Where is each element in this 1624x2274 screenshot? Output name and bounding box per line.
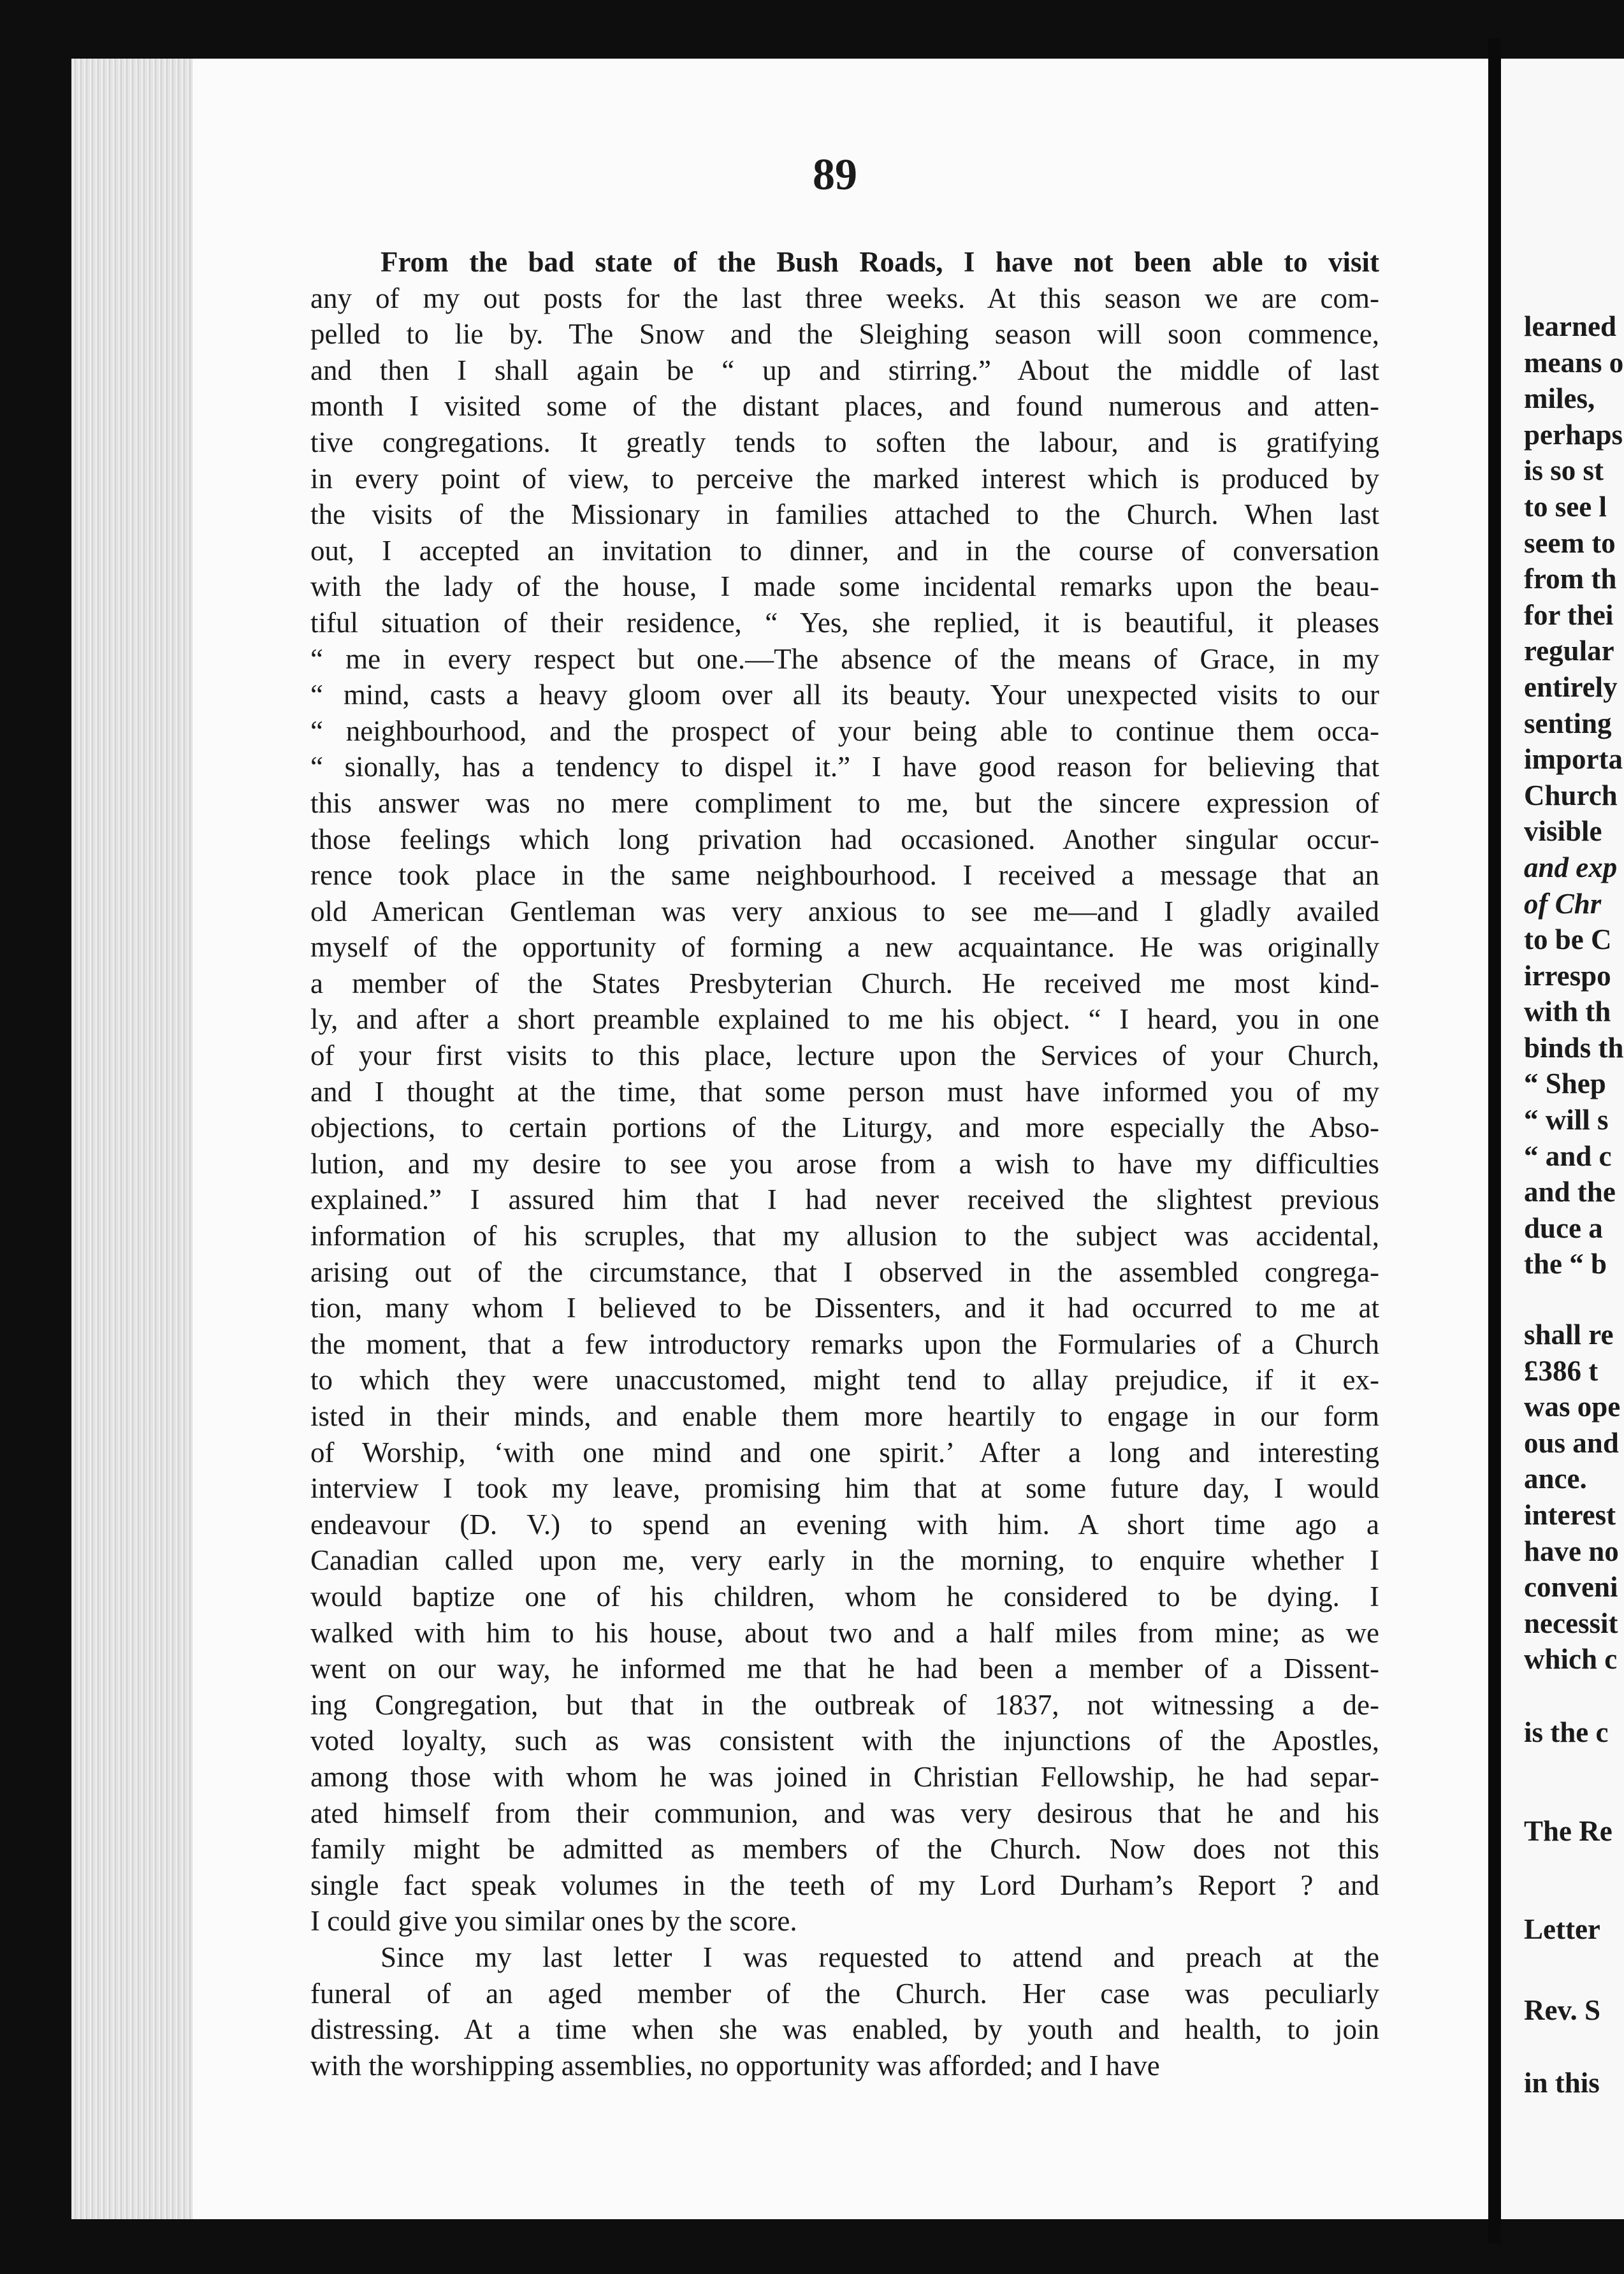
facing-page-line: miles, <box>1524 382 1595 415</box>
text-line: among those with whom he was joined in Christian Fellowship, he had separ- <box>310 1760 1379 1793</box>
text-line: walked with him to his house, about two and a half miles from mine; as we <box>310 1616 1379 1649</box>
facing-page-line: was ope <box>1524 1391 1621 1423</box>
facing-page-line: ous and <box>1524 1426 1619 1459</box>
text-line: rence took place in the same neighbourhood. I received a message that an <box>310 859 1379 892</box>
facing-page-line: in this <box>1524 2067 1600 2099</box>
facing-page-line: “ will s <box>1524 1104 1609 1136</box>
facing-page-text <box>1524 308 1624 2101</box>
text-line: single fact speak volumes in the teeth of my Lord Durham’s Report ? and <box>310 1869 1379 1901</box>
text-line: and then I shall again be “ up and stirring.” About the middle of last <box>310 354 1379 386</box>
text-line: to which they were unaccustomed, might tend to allay prejudice, if it ex- <box>310 1364 1379 1396</box>
page-number: 89 <box>813 150 857 199</box>
text-line: this answer was no mere compliment to me, but the sincere expression of <box>310 786 1379 819</box>
text-line: explained.” I assured him that I had never received the slightest previous <box>310 1184 1379 1216</box>
text-line: pelled to lie by. The Snow and the Sleighing season will soon commence, <box>310 318 1379 351</box>
facing-page-line: have no <box>1524 1535 1619 1567</box>
facing-page-line: interest <box>1524 1499 1616 1531</box>
facing-page-line: of Chr <box>1524 887 1602 920</box>
facing-page-line: “ Shep <box>1524 1068 1606 1100</box>
text-line: From the bad state of the Bush Roads, I have not been able to visit <box>381 246 1379 278</box>
text-line: the visits of the Missionary in families attached to the Church. When last <box>310 498 1379 531</box>
text-line: of your first visits to this place, lecture upon the Services of your Church, <box>310 1039 1379 1072</box>
facing-page-line: perhaps <box>1524 418 1623 451</box>
facing-page-line: means o <box>1524 346 1624 379</box>
text-line: funeral of an aged member of the Church. Her case was peculiarly <box>310 1977 1379 2010</box>
facing-page-line: and the <box>1524 1176 1616 1208</box>
text-line: “ mind, casts a heavy gloom over all its beauty. Your unexpected visits to our <box>310 679 1379 711</box>
facing-page-line: for thei <box>1524 598 1614 631</box>
facing-page-line: importa <box>1524 743 1623 776</box>
facing-page-line: Rev. S <box>1524 1994 1601 2026</box>
facing-page-line: is the c <box>1524 1716 1609 1748</box>
facing-page-line: entirely <box>1524 670 1618 703</box>
text-line: lution, and my desire to see you arose from a wish to have my difficulties <box>310 1147 1379 1180</box>
facing-page-line: Letter <box>1524 1913 1600 1946</box>
book-gutter <box>1488 38 1501 2243</box>
text-line: endeavour (D. V.) to spend an evening with him. A short time ago a <box>310 1508 1379 1540</box>
text-line: would baptize one of his children, whom he considered to be dying. I <box>310 1580 1379 1612</box>
facing-page-line: irrespo <box>1524 959 1611 992</box>
text-line: arising out of the circumstance, that I observed in the assembled congrega- <box>310 1256 1379 1288</box>
text-line: I could give you similar ones by the score. <box>310 1905 797 1937</box>
text-line: “ neighbourhood, and the prospect of your being able to continue them occa- <box>310 714 1379 747</box>
text-line: those feelings which long privation had occasioned. Another singular occur- <box>310 823 1379 855</box>
text-line: ly, and after a short preamble explained to me his object. “ I heard, you in one <box>310 1003 1379 1036</box>
text-line: in every point of view, to perceive the marked interest which is produced by <box>310 462 1379 495</box>
facing-page-line: The Re <box>1524 1814 1613 1847</box>
text-line: Canadian called upon me, very early in the morning, to enquire whether I <box>310 1544 1379 1577</box>
facing-page-line: learned <box>1524 310 1616 342</box>
text-line: myself of the opportunity of forming a new acquaintance. He was originally <box>310 931 1379 964</box>
text-line: interview I took my leave, promising him that at some future day, I would <box>310 1472 1379 1505</box>
text-line: “ me in every respect but one.—The absence of the means of Grace, in my <box>310 642 1379 675</box>
text-line: a member of the States Presbyterian Church. He received me most kind- <box>310 967 1379 999</box>
facing-page-line: shall re <box>1524 1319 1614 1351</box>
page-fore-edge <box>71 59 192 2219</box>
facing-page-line: is so st <box>1524 454 1604 487</box>
facing-page-line: senting <box>1524 707 1612 739</box>
text-line: with the lady of the house, I made some incidental remarks upon the beau- <box>310 570 1379 603</box>
facing-page-line: £386 t <box>1524 1354 1599 1387</box>
facing-page-line: from th <box>1524 563 1617 595</box>
text-line: tion, many whom I believed to be Dissenters, and it had occurred to me at <box>310 1292 1379 1324</box>
facing-page-line: conveni <box>1524 1571 1618 1604</box>
text-line: any of my out posts for the last three weeks. At this season we are com- <box>310 282 1379 314</box>
facing-page-line: “ and c <box>1524 1140 1612 1172</box>
facing-page-line: to see l <box>1524 490 1607 523</box>
text-line: voted loyalty, such as was consistent with the injunctions of the Apostles, <box>310 1725 1379 1757</box>
facing-page-line: Church <box>1524 779 1618 811</box>
text-line: ing Congregation, but that in the outbreak of 1837, not witnessing a de- <box>310 1688 1379 1721</box>
facing-page-line: seem to <box>1524 526 1616 559</box>
facing-page-line: binds th <box>1524 1031 1624 1064</box>
facing-page-line: to be C <box>1524 923 1612 956</box>
text-line: with the worshipping assemblies, no opportunity was afforded; and I have <box>310 2049 1160 2082</box>
text-line: old American Gentleman was very anxious to see me—and I gladly availed <box>310 895 1379 927</box>
facing-page-line: duce a <box>1524 1212 1603 1244</box>
text-line: ated himself from their communion, and was very desirous that he and his <box>310 1797 1379 1829</box>
text-line: information of his scruples, that my allusion to the subject was accidental, <box>310 1220 1379 1252</box>
facing-page <box>1501 59 1624 2219</box>
facing-page-line: ance. <box>1524 1463 1587 1495</box>
facing-page-line: necessit <box>1524 1607 1618 1639</box>
text-line: isted in their minds, and enable them more heartily to engage in our form <box>310 1400 1379 1432</box>
text-line: objections, to certain portions of the Liturgy, and more especially the Abso- <box>310 1112 1379 1144</box>
text-line: tive congregations. It greatly tends to soften the labour, and is gratifying <box>310 426 1379 458</box>
text-line: “ sionally, has a tendency to dispel it.” I have good reason for believing that <box>310 751 1379 783</box>
text-line: out, I accepted an invitation to dinner, and in the course of conversation <box>310 534 1379 567</box>
text-line: tiful situation of their residence, “ Yes, she replied, it is beautiful, it pleases <box>310 606 1379 639</box>
facing-page-line: which c <box>1524 1643 1618 1676</box>
facing-page-line: regular <box>1524 635 1614 667</box>
text-line: distressing. At a time when she was enabled, by youth and health, to join <box>310 2013 1379 2046</box>
facing-page-line: and exp <box>1524 851 1618 883</box>
text-line: month I visited some of the distant places, and found numerous and atten- <box>310 390 1379 423</box>
page-text <box>310 244 1379 2083</box>
text-line: Since my last letter I was requested to attend and preach at the <box>381 1941 1379 1973</box>
facing-page-line: visible <box>1524 815 1602 848</box>
facing-page-line: with th <box>1524 996 1611 1028</box>
text-line: family might be admitted as members of the Church. Now does not this <box>310 1833 1379 1865</box>
facing-page-line: the “ b <box>1524 1248 1607 1280</box>
text-line: and I thought at the time, that some person must have informed you of my <box>310 1075 1379 1108</box>
text-line: of Worship, ‘with one mind and one spirit.’ After a long and interesting <box>310 1436 1379 1468</box>
text-line: the moment, that a few introductory remarks upon the Formularies of a Church <box>310 1328 1379 1360</box>
text-line: went on our way, he informed me that he had been a member of a Dissent- <box>310 1653 1379 1685</box>
